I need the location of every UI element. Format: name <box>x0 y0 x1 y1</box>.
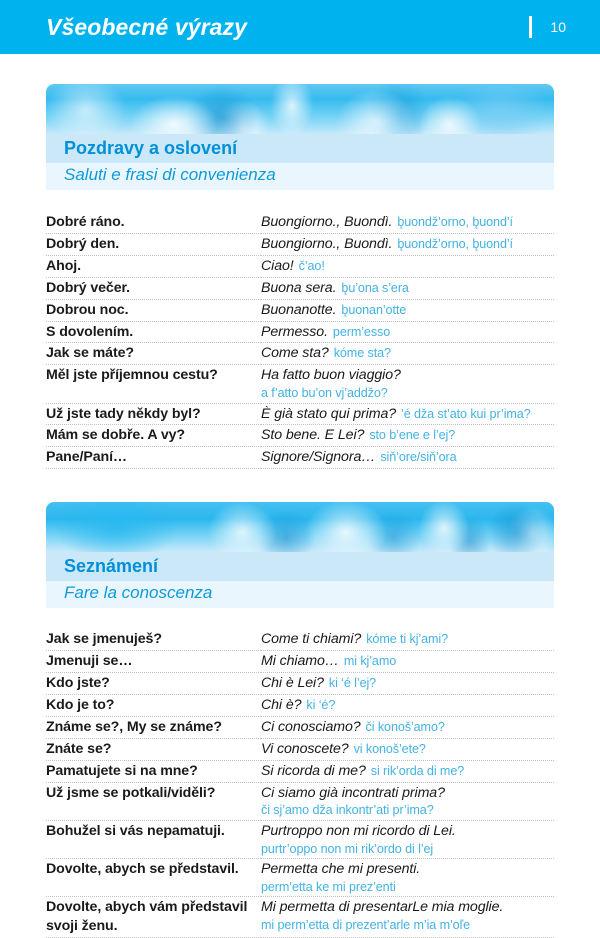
italian-phrase: Buongiorno., Buondì. <box>261 236 393 253</box>
czech-phrase: Dobré ráno. <box>46 214 125 231</box>
czech-cell <box>46 234 261 256</box>
italian-phrase: Buonanotte. <box>261 301 337 318</box>
czech-phrase: Dovolte, abych se představil. <box>46 860 239 877</box>
table-row <box>46 651 554 673</box>
czech-cell <box>46 760 261 782</box>
phrase-table-2 <box>46 629 554 938</box>
czech-phrase: Pamatujete si na mne? <box>46 762 198 779</box>
table-row <box>46 365 554 403</box>
italian-cell <box>261 277 554 299</box>
italian-cell <box>261 212 554 233</box>
table-row <box>46 321 554 343</box>
table-row <box>46 343 554 365</box>
table-row <box>46 629 554 650</box>
italian-phrase: Si ricorda di me? <box>261 762 366 779</box>
pronunciation: ’é dža st’ato kui pr’ima? <box>401 406 531 421</box>
phrase-table-1 <box>46 212 554 469</box>
section-seznameni <box>46 502 554 608</box>
table-row <box>46 760 554 782</box>
italian-phrase: Mi chiamo… <box>261 653 339 670</box>
section-title-band-2 <box>46 552 554 581</box>
italian-phrase: Buongiorno., Buondì. <box>261 214 393 231</box>
czech-cell <box>46 425 261 447</box>
italian-phrase: Ci conosciamo? <box>261 718 361 735</box>
italian-phrase: Vi conoscete? <box>261 740 349 757</box>
table-row <box>46 299 554 321</box>
table-row <box>46 234 554 256</box>
czech-cell <box>46 695 261 717</box>
czech-phrase: Pane/Paní… <box>46 449 128 466</box>
pronunciation: sto b’ene e l’ej? <box>369 428 456 443</box>
italian-cell <box>261 321 554 343</box>
pronunciation: mi perm’etta di prezent’arle m’ia m’oľe <box>261 918 471 933</box>
pronunciation: perm’esso <box>332 324 391 339</box>
italian-cell <box>261 782 554 820</box>
czech-cell <box>46 299 261 321</box>
czech-phrase: Kdo jste? <box>46 675 110 692</box>
pronunciation: si rik’orda di me? <box>370 763 465 778</box>
pronunciation: siň’ore/siň’ora <box>380 450 457 465</box>
italian-phrase: Purtroppo non mi ricordo di Lei. <box>261 822 456 839</box>
italian-phrase: Permesso. <box>261 323 328 340</box>
czech-cell <box>46 738 261 760</box>
table-row <box>46 212 554 233</box>
italian-phrase: Buona sera. <box>261 279 337 296</box>
pronunciation: vi konoš’ete? <box>353 741 426 756</box>
italian-cell <box>261 403 554 425</box>
czech-cell <box>46 447 261 469</box>
czech-cell <box>46 716 261 738</box>
page-title: Všeobecné výrazy <box>46 13 248 40</box>
italian-phrase: Signore/Signora… <box>261 449 376 466</box>
italian-cell <box>261 738 554 760</box>
section-banner-image-1 <box>46 84 554 134</box>
table-row <box>46 738 554 760</box>
czech-cell <box>46 277 261 299</box>
table-row <box>46 673 554 695</box>
czech-cell <box>46 673 261 695</box>
section-subtitle-band-2 <box>46 581 554 608</box>
czech-phrase: Dovolte, abych vám představil svoji ženu. <box>46 899 248 935</box>
table-row <box>46 858 554 896</box>
italian-cell <box>261 716 554 738</box>
table-row <box>46 695 554 717</box>
pronunciation: či konoš’amo? <box>365 719 445 734</box>
pronunciation: perm’etta ke mi prez’enti <box>261 879 396 894</box>
pronunciation: purtr’oppo non mi rik’ordo di l’ej <box>261 841 434 856</box>
italian-phrase: È già stato qui prima? <box>261 405 397 422</box>
czech-phrase: Jmenuji se… <box>46 653 133 670</box>
table-row <box>46 897 554 938</box>
czech-phrase: Dobrou noc. <box>46 301 129 318</box>
section-subtitle-2: Fare la conoscenza <box>64 583 213 603</box>
czech-phrase: Bohužel si vás nepamatuji. <box>46 822 225 839</box>
table-row <box>46 277 554 299</box>
czech-phrase: Jak se jmenuješ? <box>46 631 162 648</box>
czech-cell <box>46 403 261 425</box>
czech-cell <box>46 782 261 820</box>
italian-phrase: Ha fatto buon viaggio? <box>261 367 401 384</box>
pronunciation: ki ‘é l’ej? <box>328 676 377 691</box>
pronunciation: b̨u’ona s’era <box>341 280 409 295</box>
czech-phrase: Mám se dobře. A vy? <box>46 427 185 444</box>
czech-cell <box>46 858 261 896</box>
czech-cell <box>46 255 261 277</box>
italian-cell <box>261 820 554 858</box>
czech-phrase: Už jsme se potkali/viděli? <box>46 784 216 801</box>
italian-phrase: Ciao! <box>261 257 294 274</box>
italian-cell <box>261 255 554 277</box>
italian-cell <box>261 673 554 695</box>
italian-phrase: Chi è? <box>261 697 302 714</box>
pronunciation: ki ‘é? <box>306 698 336 713</box>
pronunciation: b̨uondž’orno, b̨uond’í <box>397 237 513 252</box>
czech-phrase: Dobrý den. <box>46 236 120 253</box>
italian-phrase: Permetta che mi presenti. <box>261 860 421 877</box>
czech-phrase: Kdo je to? <box>46 697 115 714</box>
czech-phrase: Ahoj. <box>46 257 81 274</box>
pronunciation: b̨uonan’otte <box>341 302 407 317</box>
header-divider <box>529 16 532 38</box>
italian-cell <box>261 343 554 365</box>
pronunciation: a f’atto bu’on vj’addžo? <box>261 386 388 401</box>
table-row <box>46 425 554 447</box>
czech-cell <box>46 212 261 233</box>
page-header-right-group <box>529 16 566 38</box>
italian-phrase: Come sta? <box>261 345 329 362</box>
section-pozdravy-a-osloveni <box>46 84 554 190</box>
italian-cell <box>261 425 554 447</box>
italian-phrase: Sto bene. E Lei? <box>261 427 365 444</box>
pronunciation: kóme sta? <box>333 346 391 361</box>
section-title-band-1 <box>46 134 554 163</box>
czech-cell <box>46 897 261 938</box>
czech-phrase: Znáte se? <box>46 740 112 757</box>
italian-cell <box>261 695 554 717</box>
czech-phrase: Měl jste příjemnou cestu? <box>46 367 218 384</box>
italian-phrase: Ci siamo già incontrati prima? <box>261 784 445 801</box>
italian-cell <box>261 234 554 256</box>
pronunciation: mi kj’amo <box>343 654 397 669</box>
phrase-table-1-body <box>46 212 554 468</box>
czech-cell <box>46 629 261 650</box>
italian-cell <box>261 858 554 896</box>
italian-cell <box>261 365 554 403</box>
pronunciation: kóme ti kj’ami? <box>366 632 448 647</box>
italian-cell <box>261 897 554 938</box>
italian-phrase: Mi permetta di presentarLe mia moglie. <box>261 899 504 916</box>
pronunciation: či sj’amo dža inkontr’ati pr’ima? <box>261 803 434 818</box>
italian-phrase: Come ti chiami? <box>261 631 362 648</box>
czech-cell <box>46 365 261 403</box>
czech-phrase: S dovolením. <box>46 323 134 340</box>
czech-phrase: Jak se máte? <box>46 345 134 362</box>
table-row <box>46 255 554 277</box>
czech-cell <box>46 343 261 365</box>
czech-cell <box>46 651 261 673</box>
czech-cell <box>46 321 261 343</box>
section-title-2: Seznámení <box>64 556 159 577</box>
table-row <box>46 716 554 738</box>
italian-phrase: Chi è Lei? <box>261 675 324 692</box>
table-row <box>46 782 554 820</box>
pronunciation: b̨uondž’orno, b̨uond’í <box>397 215 513 230</box>
page-header <box>0 0 600 54</box>
page-number: 10 <box>550 19 566 35</box>
pronunciation: č’ao! <box>298 258 325 273</box>
italian-cell <box>261 299 554 321</box>
czech-phrase: Dobrý večer. <box>46 279 130 296</box>
italian-cell <box>261 760 554 782</box>
italian-cell <box>261 629 554 650</box>
italian-cell <box>261 651 554 673</box>
czech-cell <box>46 820 261 858</box>
phrase-table-2-body <box>46 629 554 937</box>
czech-phrase: Už jste tady někdy byl? <box>46 405 201 422</box>
italian-cell <box>261 447 554 469</box>
czech-phrase: Známe se?, My se známe? <box>46 718 222 735</box>
section-subtitle-1: Saluti e frasi di convenienza <box>64 164 276 184</box>
section-banner-image-2 <box>46 502 554 552</box>
section-title-1: Pozdravy a oslovení <box>64 138 238 158</box>
table-row <box>46 820 554 858</box>
table-row <box>46 447 554 469</box>
table-row <box>46 403 554 425</box>
section-subtitle-band-1 <box>46 163 554 190</box>
